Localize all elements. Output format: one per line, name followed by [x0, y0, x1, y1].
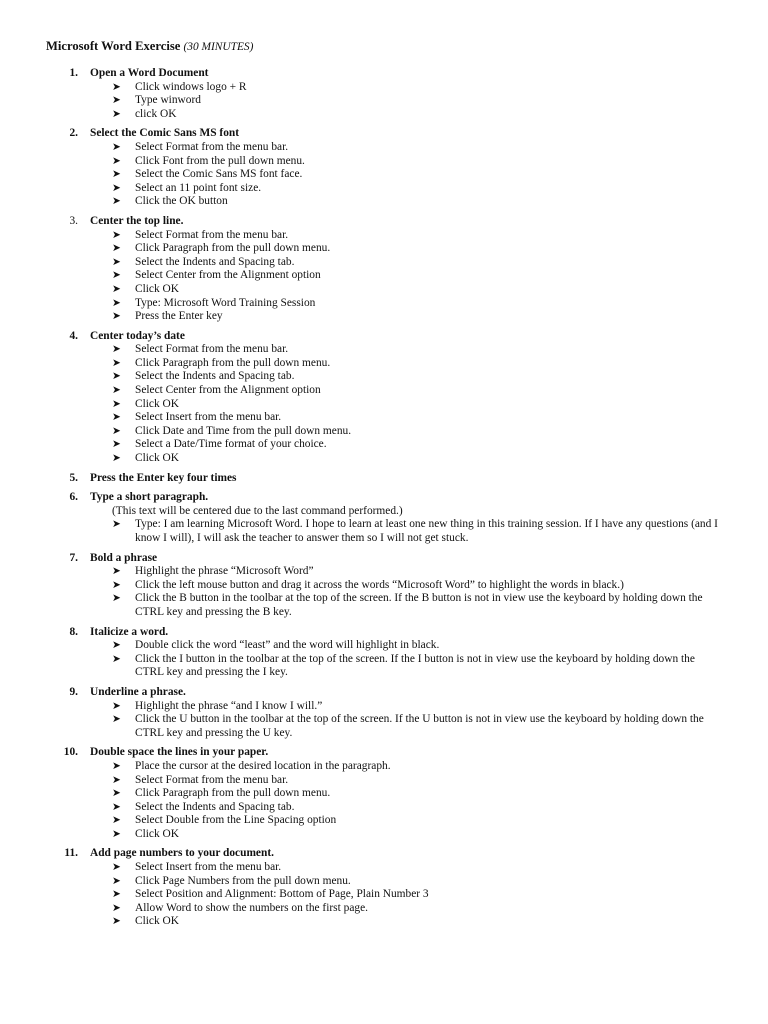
instruction-step	[0, 861, 768, 875]
instruction-section	[0, 472, 768, 486]
instruction-step	[0, 579, 768, 593]
instruction-step-text: Select the Indents and Spacing tab.	[135, 255, 295, 268]
instruction-step	[0, 565, 768, 579]
arrowhead-bullet-icon: ➤	[112, 370, 121, 383]
arrowhead-bullet-icon: ➤	[112, 699, 121, 712]
instruction-step	[0, 108, 768, 122]
instruction-step-text: Click the left mouse button and drag it across the words “Microsoft Word” to highlight the words in black.)	[135, 578, 624, 591]
section-number: 9.	[69, 685, 78, 698]
arrowhead-bullet-icon: ➤	[112, 438, 121, 451]
section-heading	[0, 127, 768, 141]
instruction-list	[0, 67, 768, 935]
section-title: Center today’s date	[90, 329, 185, 342]
instruction-step	[0, 256, 768, 270]
arrowhead-bullet-icon: ➤	[112, 181, 121, 194]
instruction-step	[0, 700, 768, 714]
instruction-step-text: click OK	[135, 107, 177, 120]
arrowhead-bullet-icon: ➤	[112, 282, 121, 295]
section-title: Press the Enter key four times	[90, 471, 237, 484]
arrowhead-bullet-icon: ➤	[112, 154, 121, 167]
section-heading	[0, 626, 768, 640]
section-heading	[0, 330, 768, 344]
instruction-step-text: Select an 11 point font size.	[135, 181, 262, 194]
instruction-step	[0, 384, 768, 398]
instruction-step	[0, 828, 768, 842]
arrowhead-bullet-icon: ➤	[112, 255, 121, 268]
instruction-step-text: Click the U button in the toolbar at the top of the screen. If the U button is not in view use the keyboard by holding down the CTRL key and pressing the U key.	[135, 713, 704, 739]
instruction-step	[0, 452, 768, 466]
section-title: Add page numbers to your document.	[90, 847, 274, 860]
arrowhead-bullet-icon: ➤	[112, 356, 121, 369]
instruction-step	[0, 653, 768, 680]
instruction-step	[0, 195, 768, 209]
instruction-step	[0, 81, 768, 95]
arrowhead-bullet-icon: ➤	[112, 411, 121, 424]
arrowhead-bullet-icon: ➤	[112, 296, 121, 309]
section-title: Double space the lines in your paper.	[90, 746, 269, 759]
instruction-step	[0, 229, 768, 243]
instruction-step	[0, 760, 768, 774]
instruction-step	[0, 168, 768, 182]
document-title-text: Microsoft Word Exercise	[46, 39, 181, 53]
document-title	[46, 39, 253, 55]
instruction-step-text: Type winword	[135, 94, 201, 107]
arrowhead-bullet-icon: ➤	[112, 343, 121, 356]
instruction-step-text: Select Format from the menu bar.	[135, 228, 289, 241]
arrowhead-bullet-icon: ➤	[112, 901, 121, 914]
arrowhead-bullet-icon: ➤	[112, 94, 121, 107]
arrowhead-bullet-icon: ➤	[112, 242, 121, 255]
arrowhead-bullet-icon: ➤	[112, 759, 121, 772]
instruction-section	[0, 215, 768, 324]
instruction-step-text: Press the Enter key	[135, 310, 223, 323]
instruction-step	[0, 814, 768, 828]
instruction-step	[0, 242, 768, 256]
instruction-step-text: Place the cursor at the desired location in the paragraph.	[135, 759, 391, 772]
arrowhead-bullet-icon: ➤	[112, 140, 121, 153]
instruction-step	[0, 639, 768, 653]
section-number: 5.	[69, 471, 78, 484]
section-heading	[0, 686, 768, 700]
section-number: 6.	[69, 491, 78, 504]
instruction-step-text: Double click the word “least” and the word will highlight in black.	[135, 639, 440, 652]
section-number: 8.	[69, 625, 78, 638]
arrowhead-bullet-icon: ➤	[112, 874, 121, 887]
instruction-step-text: Select Insert from the menu bar.	[135, 861, 282, 874]
instruction-step	[0, 370, 768, 384]
section-title: Bold a phrase	[90, 551, 158, 564]
instruction-step	[0, 592, 768, 619]
instruction-step-text: Click Paragraph from the pull down menu.	[135, 242, 331, 255]
instruction-step-text: Highlight the phrase “Microsoft Word”	[135, 565, 314, 578]
instruction-step-text: Select Center from the Alignment option	[135, 269, 321, 282]
section-number: 11.	[64, 847, 78, 860]
section-heading	[0, 847, 768, 861]
instruction-step-text: Select Insert from the menu bar.	[135, 411, 282, 424]
section-number: 4.	[69, 329, 78, 342]
instruction-step-text: Type: I am learning Microsoft Word. I hope to learn at least one new thing in this training session. If I have any questions (and I know I will), I will ask the teacher to answer them so I will not get stuck.	[135, 518, 718, 544]
arrowhead-bullet-icon: ➤	[112, 518, 121, 531]
instruction-section	[0, 491, 768, 545]
instruction-step	[0, 94, 768, 108]
arrowhead-bullet-icon: ➤	[112, 814, 121, 827]
instruction-step	[0, 713, 768, 740]
instruction-step-text: Click OK	[135, 827, 179, 840]
instruction-step-text: Select the Comic Sans MS font face.	[135, 168, 303, 181]
instruction-step-text: Type: Microsoft Word Training Session	[135, 296, 316, 309]
instruction-step-text: Click OK	[135, 915, 179, 928]
instruction-step-text: Click Page Numbers from the pull down menu.	[135, 874, 351, 887]
instruction-step	[0, 787, 768, 801]
section-number: 3.	[69, 214, 78, 227]
instruction-step-text: Click Paragraph from the pull down menu.	[135, 356, 331, 369]
section-heading	[0, 552, 768, 566]
instruction-step-text: Select the Indents and Spacing tab.	[135, 800, 295, 813]
instruction-step	[0, 357, 768, 371]
instruction-step	[0, 398, 768, 412]
instruction-step	[0, 343, 768, 357]
section-heading	[0, 472, 768, 486]
section-heading	[0, 746, 768, 760]
instruction-step	[0, 310, 768, 324]
arrowhead-bullet-icon: ➤	[112, 397, 121, 410]
instruction-step	[0, 182, 768, 196]
instruction-step-text: Click the B button in the toolbar at the top of the screen. If the B button is not in view use the keyboard by holding down the CTRL key and pressing the B key.	[135, 592, 703, 618]
section-heading	[0, 491, 768, 505]
instruction-step	[0, 774, 768, 788]
instruction-step	[0, 438, 768, 452]
instruction-step	[0, 155, 768, 169]
arrowhead-bullet-icon: ➤	[112, 652, 121, 665]
section-number: 10.	[63, 746, 78, 759]
section-heading	[0, 67, 768, 81]
instruction-step-text: Click windows logo + R	[135, 80, 247, 93]
instruction-step	[0, 269, 768, 283]
section-number: 2.	[69, 127, 78, 140]
instruction-step-text: Click Font from the pull down menu.	[135, 154, 305, 167]
instruction-step	[0, 425, 768, 439]
instruction-step-text: Select a Date/Time format of your choice.	[135, 438, 327, 451]
instruction-section	[0, 686, 768, 740]
instruction-step-text: Click the I button in the toolbar at the top of the screen. If the I button is not in view use the keyboard by holding down the CTRL key and pressing the I key.	[135, 652, 695, 679]
arrowhead-bullet-icon: ➤	[112, 310, 121, 323]
instruction-step-text: Select Format from the menu bar.	[135, 773, 289, 786]
instruction-step-text: Highlight the phrase “and I know I will.”	[135, 699, 323, 712]
section-heading	[0, 215, 768, 229]
arrowhead-bullet-icon: ➤	[112, 80, 121, 93]
instruction-step-text: Click OK	[135, 452, 179, 465]
arrowhead-bullet-icon: ➤	[112, 384, 121, 397]
instruction-step-text: Select Format from the menu bar.	[135, 343, 289, 356]
section-title: Center the top line.	[90, 214, 184, 227]
arrowhead-bullet-icon: ➤	[112, 915, 121, 928]
instruction-step-text: Click OK	[135, 282, 179, 295]
instruction-step-text: Select Position and Alignment: Bottom of Page, Plain Number 3	[135, 888, 429, 901]
arrowhead-bullet-icon: ➤	[112, 800, 121, 813]
instruction-step	[0, 518, 768, 545]
instruction-step	[0, 801, 768, 815]
instruction-step-text: Click Paragraph from the pull down menu.	[135, 787, 331, 800]
instruction-section	[0, 626, 768, 680]
document-subtitle: (30 MINUTES)	[183, 41, 254, 53]
instruction-step-text: Click the OK button	[135, 195, 228, 208]
instruction-section	[0, 847, 768, 929]
arrowhead-bullet-icon: ➤	[112, 565, 121, 578]
arrowhead-bullet-icon: ➤	[112, 888, 121, 901]
instruction-section	[0, 552, 768, 620]
section-title: Italicize a word.	[90, 625, 169, 638]
arrowhead-bullet-icon: ➤	[112, 452, 121, 465]
instruction-section	[0, 746, 768, 841]
arrowhead-bullet-icon: ➤	[112, 168, 121, 181]
instruction-step	[0, 888, 768, 902]
arrowhead-bullet-icon: ➤	[112, 228, 121, 241]
arrowhead-bullet-icon: ➤	[112, 639, 121, 652]
instruction-step-text: Select the Indents and Spacing tab.	[135, 370, 295, 383]
instruction-step	[0, 875, 768, 889]
instruction-section	[0, 330, 768, 466]
instruction-step-text: Select Center from the Alignment option	[135, 384, 321, 397]
instruction-step-text: Click Date and Time from the pull down menu.	[135, 424, 352, 437]
instruction-step	[0, 411, 768, 425]
instruction-step-text: Select Format from the menu bar.	[135, 140, 289, 153]
instruction-step	[0, 297, 768, 311]
instruction-step-text: Click OK	[135, 397, 179, 410]
arrowhead-bullet-icon: ➤	[112, 773, 121, 786]
section-title: Open a Word Document	[90, 67, 209, 79]
instruction-section	[0, 67, 768, 121]
section-note: (This text will be centered due to the last command performed.)	[112, 504, 403, 517]
arrowhead-bullet-icon: ➤	[112, 107, 121, 120]
arrowhead-bullet-icon: ➤	[112, 592, 121, 605]
instruction-step	[0, 141, 768, 155]
instruction-step	[0, 915, 768, 929]
arrowhead-bullet-icon: ➤	[112, 787, 121, 800]
arrowhead-bullet-icon: ➤	[112, 578, 121, 591]
section-number: 1.	[69, 67, 78, 79]
instruction-section	[0, 127, 768, 209]
arrowhead-bullet-icon: ➤	[112, 269, 121, 282]
arrowhead-bullet-icon: ➤	[112, 713, 121, 726]
instruction-step	[0, 283, 768, 297]
section-title: Underline a phrase.	[90, 685, 186, 698]
arrowhead-bullet-icon: ➤	[112, 827, 121, 840]
instruction-step-text: Allow Word to show the numbers on the first page.	[135, 901, 368, 914]
arrowhead-bullet-icon: ➤	[112, 424, 121, 437]
instruction-step	[0, 902, 768, 916]
arrowhead-bullet-icon: ➤	[112, 861, 121, 874]
section-title: Select the Comic Sans MS font	[90, 127, 240, 140]
section-number: 7.	[69, 551, 78, 564]
arrowhead-bullet-icon: ➤	[112, 195, 121, 208]
section-title: Type a short paragraph.	[90, 491, 209, 504]
instruction-step-text: Select Double from the Line Spacing option	[135, 814, 337, 827]
